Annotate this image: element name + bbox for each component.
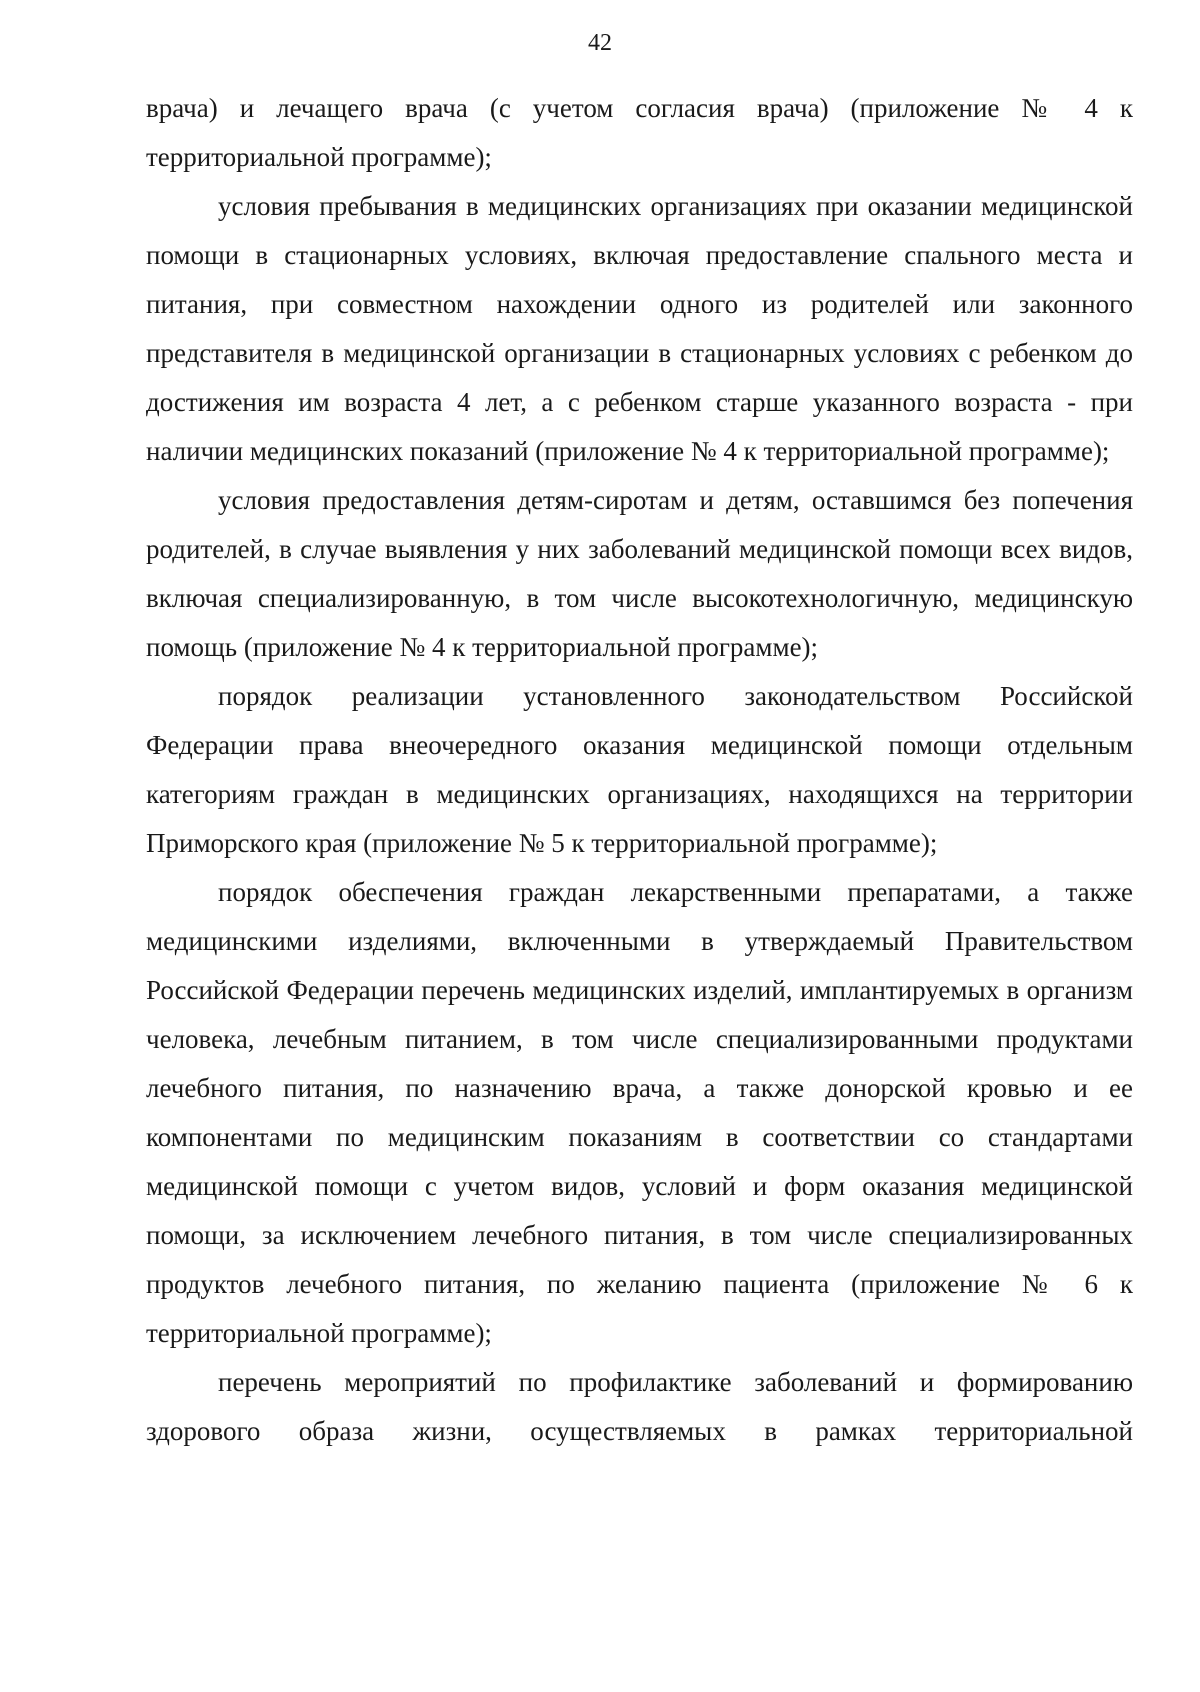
paragraph-continuation: врача) и лечащего врача (с учетом согласия врача) (приложение № 4 к территориальной программе); <box>146 93 1133 172</box>
document-body <box>146 84 1133 1456</box>
page-number: 42 <box>588 30 612 56</box>
paragraph-prevention-measures: перечень мероприятий по профилактике заболеваний и формированию здорового образа жизни, осуществляемых в рамках территориальной <box>146 1367 1133 1446</box>
paragraph-orphans-care: условия предоставления детям-сиротам и детям, оставшимся без попечения родителей, в случае выявления у них заболеваний медицинской помощи всех видов, включая специализированную, в том числе высокотехнологичную, медицинскую помощь (приложение № 4 к территориальной программе); <box>146 485 1133 662</box>
paragraph-stay-conditions: условия пребывания в медицинских организациях при оказании медицинской помощи в стационарных условиях, включая предоставление спального места и питания, при совместном нахождении одного из родителей или законного представителя в медицинской организации в стационарных условиях с ребенком до достижения им возраста 4 лет, а с ребенком старше указанного возраста - при наличии медицинских показаний (приложение № 4 к территориальной программе); <box>146 191 1133 466</box>
paragraph-drug-provision: порядок обеспечения граждан лекарственными препаратами, а также медицинскими изделиями, включенными в утверждаемый Правительством Российской Федерации перечень медицинских изделий, имплантируемых в организм человека, лечебным питанием, в том числе специализированными продуктами лечебного питания, по назначению врача, а также донорской кровью и ее компонентами по медицинским показаниям в соответствии со стандартами медицинской помощи с учетом видов, условий и форм оказания медицинской помощи, за исключением лечебного питания, в том числе специализированных продуктов лечебного питания, по желанию пациента (приложение № 6 к территориальной программе); <box>146 877 1133 1348</box>
paragraph-priority-care: порядок реализации установленного законодательством Российской Федерации права внеочередного оказания медицинской помощи отдельным категориям граждан в медицинских организациях, находящихся на территории Приморского края (приложение № 5 к территориальной программе); <box>146 681 1133 858</box>
